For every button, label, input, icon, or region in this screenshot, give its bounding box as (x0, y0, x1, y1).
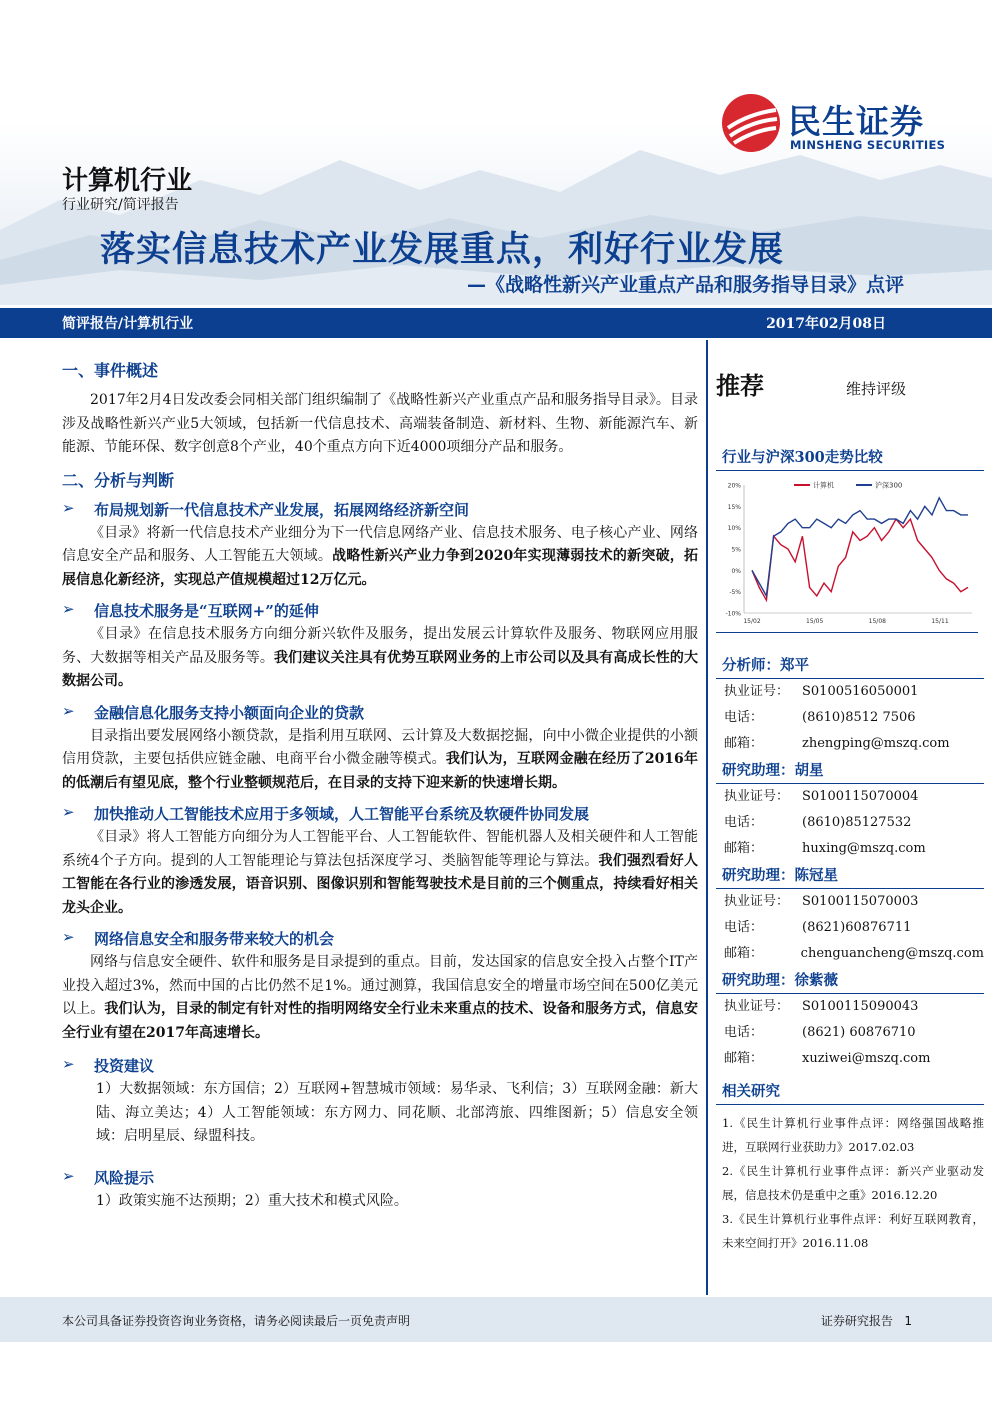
trend-chart-svg (716, 473, 978, 633)
section-heading-analysis: 二、分析与判断 (62, 470, 175, 490)
paragraph-it-industry: 《目录》将新一代信息技术产业细分为下一代信息网络产业、信息技术服务、电子核心产业、网络信息安全产品和服务、人工智能五大领域。战略性新兴产业力争到2020年实现薄弱技术的新突破，拓展信息化新经济，实现总产值规模超过12万亿元。 (62, 524, 699, 588)
rating-block (716, 366, 984, 426)
event-summary: 2017年2月4日发改委会同相关部门组织编制了《战略性新兴产业重点产品和服务指导目录》。目录涉及战略性新兴产业5大领域，包括新一代信息技术、高端装备制造、新材料、生物、新能源汽车、新能源、节能环保、数字创意8个产业，40个重点方向下近4000项细分产品和服务。 (62, 392, 698, 455)
brand-name-en: MINSHENG SECURITIES (790, 138, 946, 152)
chart-heading: 行业与沪深300走势比较 (716, 446, 984, 471)
y-tick-label: -5% (729, 589, 741, 597)
industry-label: 计算机行业 (62, 166, 193, 196)
assistant2-heading: 研究助理：陈冠星 (716, 864, 984, 889)
sidebar (716, 366, 984, 471)
analyst-heading: 分析师：郑平 (716, 654, 984, 679)
x-tick-label: 15/02 (743, 618, 761, 625)
arrow-icon: ➢ (62, 1166, 75, 1185)
column-divider (706, 340, 708, 1295)
y-tick-label: 20% (727, 482, 741, 490)
y-tick-label: 15% (727, 503, 741, 511)
analyst-phone-row: 电话： (8610)8512 7506 (724, 710, 916, 725)
report-type: 行业研究/简评报告 (62, 197, 179, 213)
x-tick-label: 15/05 (806, 618, 824, 625)
page-subtitle: —《战略性新兴产业重点产品和服务指导目录》点评 (466, 274, 904, 296)
assistant3-heading: 研究助理：徐紫薇 (716, 969, 984, 994)
analyst-cert-row: 执业证号： S0100516050001 (724, 684, 919, 699)
related-heading: 相关研究 (716, 1080, 984, 1105)
brand-name-cn: 民生证券 (788, 102, 924, 141)
assistant1-phone-row: 电话： (8610)85127532 (724, 815, 912, 830)
related-report-3[interactable]: 3.《民生计算机行业事件点评：利好互联网教育，未来空间打开》2016.11.08 (722, 1212, 984, 1250)
assistant2-phone-row: 电话： (8621)60876711 (724, 920, 912, 935)
trend-chart (716, 473, 978, 633)
footer-label: 证券研究报告 (820, 1314, 893, 1328)
bullet-heading-security: ➢ 网络信息安全和服务带来较大的机会 (62, 928, 335, 948)
y-tick-label: 10% (727, 525, 741, 533)
x-tick-label: 15/11 (931, 618, 949, 625)
arrow-icon: ➢ (62, 1055, 75, 1073)
paragraph-security: 网络与信息安全硬件、软件和服务是目录提到的重点。目前，发达国家的信息安全投入占整个IT产业投入超过3%，然而中国的占比仍然不足1%。通过测算，我国信息安全的增量市场空间在500亿美元以上。我们认为，目录的制定有针对性的指明网络安全行业未来重点的技术、设备和服务方式，信息安全行业有望在2017年高速增长。 (62, 954, 699, 1041)
page-number: 1 (904, 1314, 912, 1328)
related-report-1[interactable]: 1.《民生计算机行业事件点评：网络强国战略推进，互联网行业获助力》2017.02.03 (722, 1116, 984, 1154)
assistant3-cert-row: 执业证号： S0100115090043 (724, 999, 919, 1014)
arrow-icon: ➢ (62, 498, 75, 517)
rating: 推荐 (716, 372, 764, 400)
paragraph-it-services: 《目录》在信息技术服务方向细分新兴软件及服务，提出发展云计算软件及服务、物联网应用服务、大数据等相关产品及服务等。我们建议关注具有优势互联网业务的上市公司以及具有高成长性的大数据公司。 (62, 626, 698, 689)
assistant1-cert-row: 执业证号： S0100115070004 (724, 789, 919, 804)
assistant3-phone-row: 电话： (8621) 60876710 (724, 1025, 916, 1040)
rating-note: 维持评级 (846, 380, 907, 398)
bullet-heading-it-services: ➢ 信息技术服务是“互联网+”的延伸 (62, 600, 319, 620)
bullet-heading-ai: ➢ 加快推动人工智能技术应用于多领域，人工智能平台系统及软硬件协同发展 (62, 803, 590, 823)
assistant2-cert-row: 执业证号： S0100115070003 (724, 894, 919, 909)
assistant1-heading: 研究助理：胡星 (716, 759, 984, 784)
report-date: 2017年02月08日 (766, 316, 886, 332)
arrow-icon: ➢ (62, 701, 75, 720)
bullet-heading-it-industry: ➢ 布局规划新一代信息技术产业发展，拓展网络经济新空间 (62, 498, 470, 519)
analyst-panel (716, 654, 984, 1255)
assistant3-email-row: 邮箱： xuziwei@mszq.com (724, 1051, 931, 1066)
related-report-2[interactable]: 2.《民生计算机行业事件点评：新兴产业驱动发展，信息技术仍是重中之重》2016.12.20 (722, 1164, 984, 1202)
page-title: 落实信息技术产业发展重点，利好行业发展 (100, 230, 785, 270)
analyst-email-row: 邮箱： zhengping@mszq.com (724, 736, 950, 751)
bullet-heading-fintech: ➢ 金融信息化服务支持小额面向企业的贷款 (62, 701, 365, 722)
bullet-heading-risk: ➢ 风险提示 (62, 1166, 155, 1187)
assistant1-email-row: 邮箱： huxing@mszq.com (724, 841, 926, 856)
y-tick-label: 5% (731, 546, 741, 554)
main-content (62, 358, 698, 1213)
risk-notes: 1）政策实施不达预期；2）重大技术和模式风险。 (96, 1192, 408, 1209)
arrow-icon: ➢ (62, 928, 75, 946)
paragraph-fintech: 目录指出要发展网络小额贷款，是指利用互联网、云计算及大数据挖掘，向中小微企业提供的小额信用贷款，主要包括供应链金融、电商平台小微金融等模式。我们认为，互联网金融在经历了2016年的低潮后有望见底，整个行业整顿规范后，在目录的支持下迎来新的快速增长期。 (62, 727, 699, 791)
section-heading-event: 一、事件概述 (62, 361, 159, 380)
y-tick-label: -10% (725, 610, 741, 618)
y-tick-label: 0% (731, 567, 741, 575)
bullet-heading-investment: ➢ 投资建议 (62, 1055, 155, 1075)
arrow-icon: ➢ (62, 600, 75, 618)
investment-suggestions: 1）大数据领域：东方国信；2）互联网+智慧城市领域：易华录、飞利信；3）互联网金融：新大陆、海立美达；4）人工智能领域：东方网力、同花顺、北部湾旅、四维图新；5）信息安全领域：启明星辰、绿盟科技。 (96, 1081, 698, 1144)
footer-page (821, 1312, 912, 1329)
legend-label: 沪深300 (875, 481, 903, 490)
x-tick-label: 15/08 (868, 618, 886, 625)
band-category: 简评报告/计算机行业 (62, 316, 194, 332)
series-line-1 (752, 519, 968, 600)
arrow-icon: ➢ (62, 803, 75, 821)
assistant2-email-row: 邮箱： chenguancheng@mszq.com (724, 946, 984, 961)
footer-disclaimer: 本公司具备证券投资咨询业务资格，请务必阅读最后一页免责声明 (62, 1314, 411, 1328)
paragraph-ai: 《目录》将人工智能方向细分为人工智能平台、人工智能软件、智能机器人及相关硬件和人工智能系统4个子方向。提到的人工智能理论与算法包括深度学习、类脑智能等理论与算法。我们强烈看好人工智能在各行业的渗透发展，语音识别、图像识别和智能驾驶技术是目前的三个侧重点，持续看好相关龙头企业。 (62, 829, 699, 916)
legend-label: 计算机 (813, 481, 834, 490)
